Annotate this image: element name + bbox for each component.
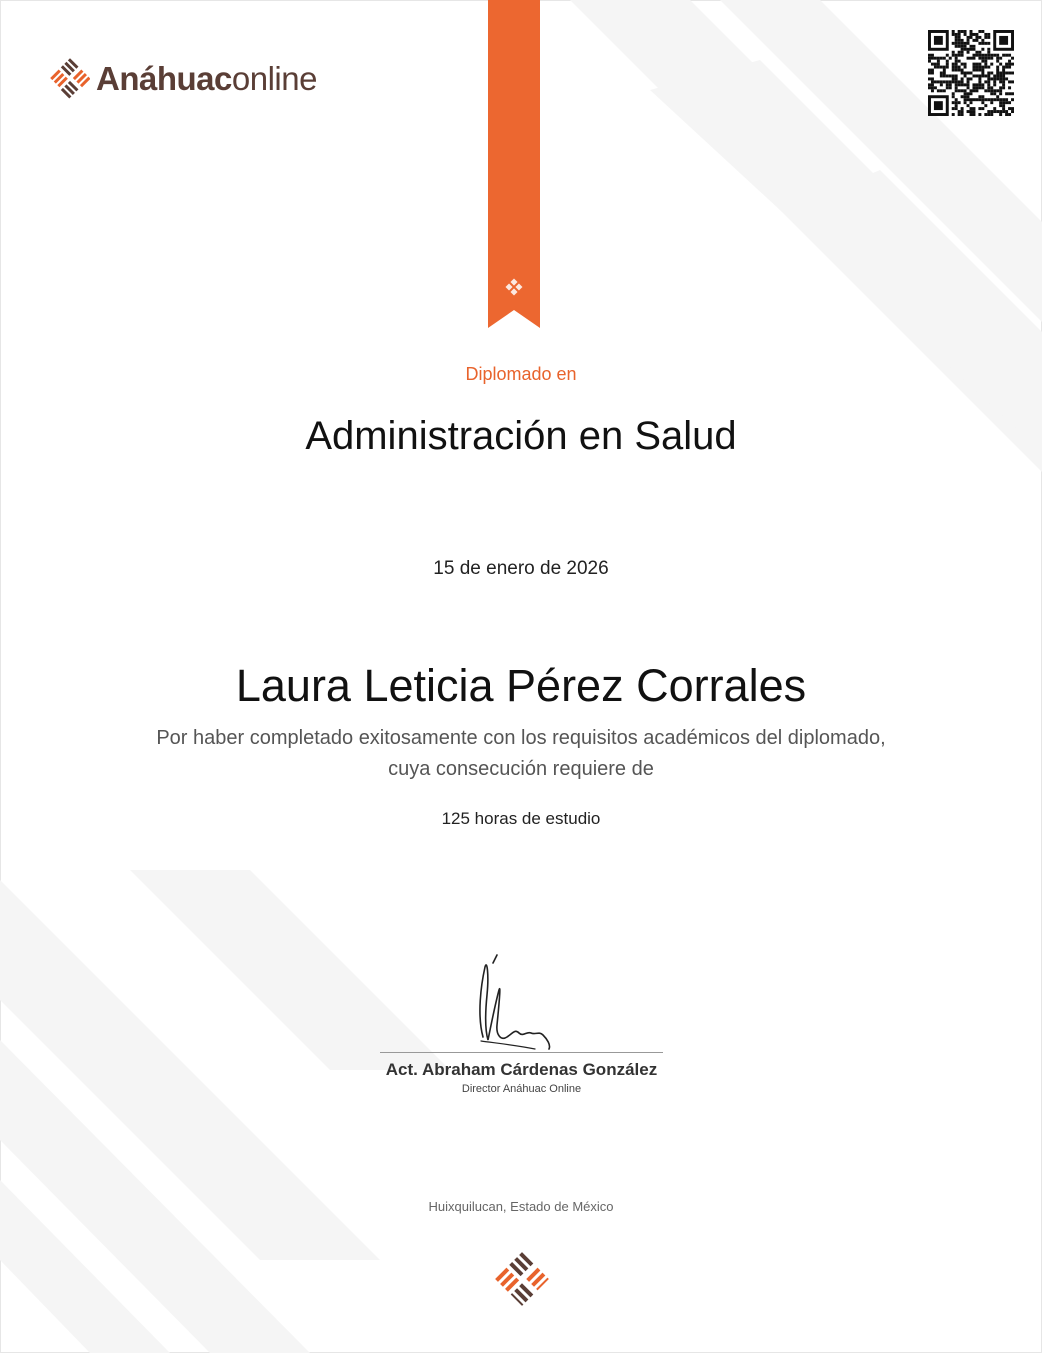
brand-name-bold: Anáhuac — [96, 59, 232, 97]
brand-logo — [50, 56, 317, 100]
ribbon — [488, 0, 540, 330]
signature-image — [455, 945, 575, 1065]
brand-wordmark — [96, 59, 317, 97]
qr-code-icon — [928, 30, 1014, 116]
signature-line — [380, 1052, 663, 1053]
statement-line-1: Por haber completado exitosamente con los requisitos académicos del diplomado, — [156, 727, 886, 749]
completion-statement — [0, 723, 1042, 785]
signatory-role: Director Anáhuac Online — [461, 1083, 582, 1095]
signatory-name: Act. Abraham Cárdenas González — [385, 1060, 658, 1079]
brand-name-light: online — [231, 59, 317, 97]
certificate-eyebrow: Diplomado en — [465, 364, 577, 384]
issue-location: Huixquilucan, Estado de México — [428, 1199, 614, 1214]
study-hours: 125 horas de estudio — [441, 809, 601, 828]
certificate-title: Administración en Salud — [305, 414, 737, 458]
recipient-name: Laura Leticia Pérez Corrales — [235, 660, 807, 711]
statement-line-2: cuya consecución requiere de — [388, 758, 654, 780]
anahuac-footer-logo-icon — [493, 1250, 551, 1308]
certificate-date: 15 de enero de 2026 — [433, 558, 609, 579]
anahuac-logo-icon — [50, 56, 90, 100]
